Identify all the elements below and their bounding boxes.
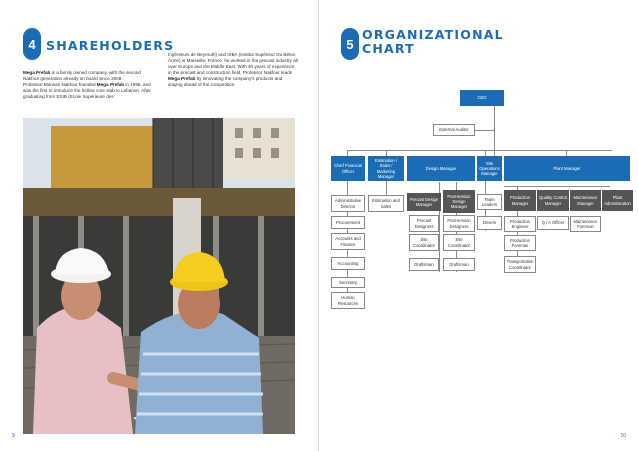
section-5-badge: 5 [341,28,359,60]
section-title-shareholders: SHAREHOLDERS [46,38,175,53]
org-node-cfo: Chief Financial Officer [331,156,365,181]
org-node-drivers: Drivers [477,216,502,230]
org-node-production-foreman: Production Foreman [504,235,536,251]
org-node-human-resources: Human Resources [331,292,365,309]
org-node-plant-administration: Plant Administration [602,190,633,211]
org-node-posttension-design-manager: Post-tension Design Manager [443,190,475,213]
org-node-admin-director: Administrative Director [331,195,365,212]
paragraph-text: Ingénieurs de Beyrouth) and ISBA (Institut Supérieur Du Béton Armé) in Marseille, France, he worked in the precast industry all over Europe and the Middle East. With 40 years of experience in the precast and construction field, Professor Nakfour leads [168,52,298,76]
org-node-design-manager: Design Manager [407,156,475,181]
org-node-site-coordinator: Site Coordinator [409,234,439,251]
connector [504,186,610,187]
org-node-precast-designers: Precast Designers [409,215,439,232]
construction-site-photo [23,118,295,434]
photo-illustration [23,118,295,434]
page-number-right: 10 [620,433,626,439]
org-node-production-engineer: Production Engineer [504,216,536,232]
paragraph-family [23,70,153,82]
org-node-site-coordinator: Site Coordinator [443,234,475,251]
brand-name: Mega Prefab [168,76,196,82]
paragraph-career [168,52,298,88]
org-node-team-leaders: Team Leaders [477,194,502,210]
intro-column-2 [168,52,298,88]
org-node-plant-manager: Plant Manager [504,156,630,181]
paragraph-text: is a family owned company, with the second Nakfour generation already on board since 2008. [23,70,141,82]
org-node-qa-officer: Q / A Officer [537,216,569,230]
org-node-precast-design-manager: Precast Design Manager [407,193,441,211]
paragraph-founder [23,82,153,100]
org-node-posttension-designers: Post-tension Designers [443,215,475,232]
section-4-badge: 4 [23,28,41,60]
org-node-ceo: CEO [460,90,504,106]
org-node-draftsman: Draftsman [409,258,439,271]
brand-name: Mega Prefab [96,82,125,88]
org-node-qc-manager: Quality Control Manager [537,190,569,211]
org-node-procurement: Procurement [331,216,365,229]
org-node-maintenance-foreman: Maintenance Foreman [570,216,601,232]
brand-name: Mega Prefab [23,70,51,75]
org-node-maintenance-manager: Maintenance Manager [570,190,601,211]
org-node-external-auditor: External Auditor [433,124,475,136]
connector [494,106,495,156]
paragraph-text: in 1995, and was the first to introduce the hollow core slab to Lebanon. After graduating from ESIB (Ecole Supérieure des [23,82,151,100]
intro-column-1 [23,70,153,100]
paragraph-text: by innovating the company's products and staying ahead of the competition. [168,76,283,88]
title-line-1: ORGANIZATIONAL [362,27,504,42]
right-page [319,0,638,451]
org-node-production-manager: Production Manager [504,190,536,211]
org-node-accounting: Accounting [331,257,365,270]
org-node-transportation-coordinator: Transportation Coordinator [504,256,536,273]
section-title-org-chart [362,28,504,56]
org-node-draftsman: Draftsman [443,258,475,271]
org-node-estimation-marketing: Estimation / Sales / Marketing Manager [368,156,404,181]
title-line-2: CHART [362,41,415,56]
connector [386,181,387,195]
org-node-estimation-sales: Estimation and Sales [368,195,404,212]
org-node-secretary: Secretary [331,277,365,288]
org-node-site-operations: Site Operations Manager [477,156,502,181]
org-node-accounts-finance: Accounts and Finance [331,233,365,250]
page-number-left: 9 [12,433,15,439]
paragraph-text: Professor Marwan Nakfour founded [23,82,97,88]
